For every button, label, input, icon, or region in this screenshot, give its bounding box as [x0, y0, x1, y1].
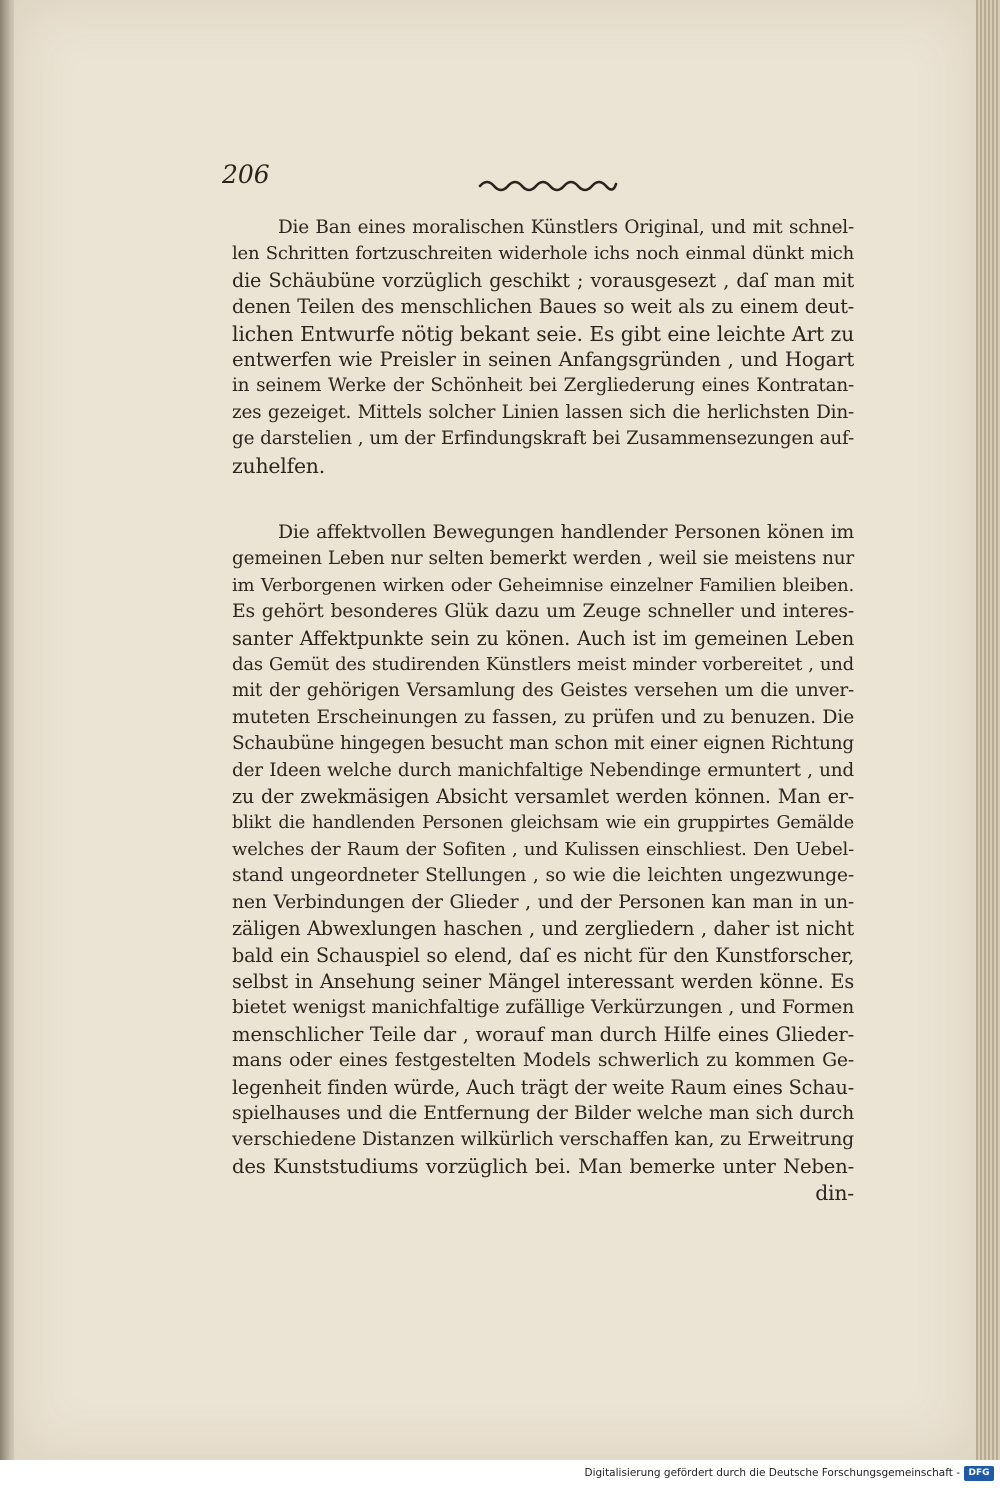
- paragraph-2: [232, 520, 854, 1207]
- text-line: legenheit finden würde, Auch trägt der weite Raum eines Schau-: [232, 1075, 854, 1099]
- text-line: in seinem Werke der Schönheit bei Zergliederung eines Kontratan-: [232, 375, 854, 397]
- text-line: ge darstelien , um der Erfindungskraft bei Zusammensezungen auf-: [232, 428, 854, 450]
- text-line: welches der Raum der Sofiten , und Kulissen einschliest. Den Uebel-: [232, 838, 854, 860]
- text-line: santer Affektpunkte sein zu könen. Auch ist im gemeinen Leben: [232, 626, 854, 650]
- page-number: 206: [222, 160, 270, 189]
- text-line: lichen Entwurfe nötig bekant seie. Es gibt eine leichte Art zu: [232, 321, 854, 346]
- text-line: zuhelfen.: [232, 453, 326, 478]
- text-line: der Ideen welche durch manichfaltige Nebendinge ermuntert , und: [232, 759, 854, 781]
- text-line: denen Teilen des menschlichen Baues so weit als zu einem deut-: [232, 295, 854, 319]
- text-line: selbst in Ansehung seiner Mängel interessant werden könne. Es: [232, 969, 854, 993]
- page-stack-edge: [972, 0, 1000, 1460]
- text-line: zu der zwekmäsigen Absicht versamlet werden können. Man er-: [232, 785, 854, 809]
- wavy-ornament-icon: [478, 176, 618, 192]
- text-line: spielhauses und die Entfernung der Bilder welche man sich durch: [232, 1102, 854, 1124]
- book-page: [14, 0, 976, 1460]
- text-line: muteten Erscheinungen zu fassen, zu prüfen und zu benuzen. Die: [232, 706, 854, 728]
- text-line: menschlicher Teile dar , worauf man durch Hilfe eines Glieder-: [232, 1022, 854, 1046]
- dfg-logo-icon: DFG: [964, 1466, 994, 1481]
- text-line: im Verborgenen wirken oder Geheimnise einzelner Familien bleiben.: [232, 574, 854, 596]
- text-line: die Schäubüne vorzüglich geschikt ; vorausgesezt , daſ man mit: [232, 268, 854, 292]
- text-line: mit der gehörigen Versamlung des Geistes versehen um die unver-: [232, 680, 854, 702]
- text-line: mans oder eines festgestelten Models schwerlich zu kommen Ge-: [232, 1050, 854, 1072]
- text-line: nen Verbindungen der Glieder , und der Personen kan man in un-: [232, 891, 854, 913]
- text-line: das Gemüt des studirenden Künstlers meist minder vorbereitet , und: [232, 654, 854, 676]
- catchword: din-: [815, 1181, 854, 1206]
- text-line: zes gezeiget. Mittels solcher Linien lassen sich die herlichsten Din-: [232, 401, 854, 423]
- text-line: bietet wenigst manichfaltige zufällige Verkürzungen , und Formen: [232, 997, 854, 1019]
- paragraph-1: [232, 215, 854, 479]
- text-line: bald ein Schauspiel so elend, daſ es nicht für den Kunstforscher,: [232, 943, 854, 967]
- digitization-footer: [0, 1460, 1000, 1488]
- text-line: Die Ban eines moralischen Künstlers Original, und mit schnel-: [278, 217, 854, 238]
- text-line: entwerfen wie Preisler in seinen Anfangsgründen , und Hogart: [232, 348, 854, 372]
- page-header: [222, 160, 852, 200]
- text-line: des Kunststudiums vorzüglich bei. Man bemerke unter Neben-: [232, 1154, 854, 1178]
- text-line: zäligen Abwexlungen haschen , und zergliedern , daher ist nicht: [232, 917, 854, 941]
- text-line: gemeinen Leben nur selten bemerkt werden , weil sie meistens nur: [232, 548, 854, 570]
- text-line: verschiedene Distanzen wilkürlich verschaffen kan, zu Erweitrung: [232, 1129, 854, 1151]
- text-line: Schaubüne hingegen besucht man schon mit einer eignen Richtung: [232, 733, 854, 755]
- text-line: len Schritten fortzuschreiten widerhole ichs noch einmal dünkt mich: [232, 243, 854, 265]
- text-line: Die affektvollen Bewegungen handlender Personen könen im: [278, 522, 854, 543]
- funding-credit: Digitalisierung gefördert durch die Deutsche Forschungsgemeinschaft -: [584, 1467, 960, 1479]
- text-line: stand ungeordneter Stellungen , so wie die leichten ungezwunge-: [232, 865, 854, 887]
- text-line: blikt die handlenden Personen gleichsam wie ein gruppirtes Gemälde: [232, 813, 854, 834]
- text-line: Es gehört besonderes Glük dazu um Zeuge schneller und interes-: [232, 601, 854, 623]
